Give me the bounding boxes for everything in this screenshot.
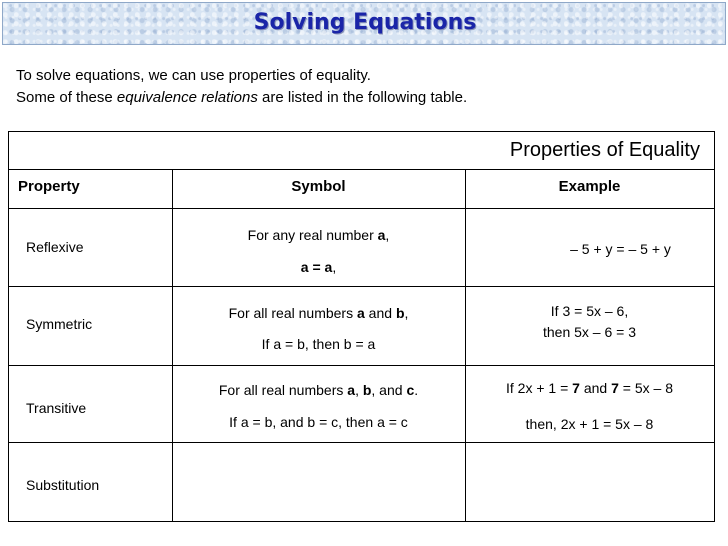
text: and (579, 380, 612, 396)
variable-b: b (362, 382, 372, 398)
equation: a = a (300, 259, 333, 275)
text: If a = b, then (261, 336, 340, 352)
table-border-bottom (8, 521, 715, 522)
reflexive-symbol-line-2 (172, 259, 465, 275)
text: , and (371, 382, 407, 398)
text: For all real numbers (218, 382, 348, 398)
text: = 5x – 8 (618, 380, 673, 396)
table-border-left (8, 131, 9, 522)
row-property-reflexive: Reflexive (26, 239, 84, 255)
symmetric-example-line-1: If 3 = 5x – 6, (550, 303, 629, 319)
transitive-example-line-1 (465, 380, 714, 396)
table-rule (8, 208, 715, 209)
intro-line-2-start: Some of these (16, 89, 117, 106)
table-border-right (714, 131, 715, 522)
row-property-transitive: Transitive (26, 400, 87, 416)
intro-line-1: To solve equations, we can use properties of equality. (16, 67, 371, 84)
reflexive-example: – 5 + y = – 5 + y (570, 241, 671, 257)
table-rule (8, 442, 715, 443)
variable-a: a (347, 382, 356, 398)
reflexive-symbol-line-1 (172, 227, 465, 243)
page-title: Solving Equations (253, 10, 477, 35)
text: , (404, 305, 409, 321)
title-banner (2, 2, 726, 45)
header-property: Property (18, 178, 80, 195)
variable-a: a (357, 305, 365, 321)
text: , (355, 382, 363, 398)
symmetric-symbol-line-2 (172, 336, 465, 352)
table-rule (8, 365, 715, 366)
transitive-example-line-2: then, 2x + 1 = 5x – 8 (525, 416, 654, 432)
text: , (332, 259, 337, 275)
table-rule (8, 286, 715, 287)
text: and (364, 305, 396, 321)
intro-line-2 (16, 89, 467, 106)
properties-table (8, 131, 715, 522)
text: , (385, 227, 390, 243)
header-example: Example (558, 178, 621, 195)
variable-b: b (395, 305, 405, 321)
symmetric-symbol-line-1 (172, 305, 465, 321)
text: a = c (377, 414, 408, 430)
text: If a = b, and b = c, then (229, 414, 374, 430)
text: If 2x + 1 = (506, 380, 573, 396)
table-rule (8, 169, 715, 170)
table-border-top (8, 131, 715, 132)
transitive-symbol-line-1 (172, 382, 465, 398)
row-property-substitution: Substitution (26, 477, 100, 493)
header-symbol: Symbol (291, 178, 346, 195)
number: 7 (611, 380, 619, 396)
text: For all real numbers (228, 305, 357, 321)
variable-a: a (377, 227, 386, 243)
text: b = a (343, 336, 376, 352)
table-caption: Properties of Equality (509, 139, 700, 161)
number: 7 (572, 380, 580, 396)
row-property-symmetric: Symmetric (26, 316, 93, 332)
intro-line-2-end: are listed in the following table. (257, 89, 468, 106)
transitive-symbol-line-2 (172, 414, 465, 430)
variable-c: c (406, 382, 415, 398)
symmetric-example-line-2: then 5x – 6 = 3 (542, 324, 637, 340)
intro-emphasis: equivalence relations (116, 89, 258, 106)
table-column-rule (465, 169, 466, 522)
text: For any real number (247, 227, 378, 243)
text: . (414, 382, 419, 398)
